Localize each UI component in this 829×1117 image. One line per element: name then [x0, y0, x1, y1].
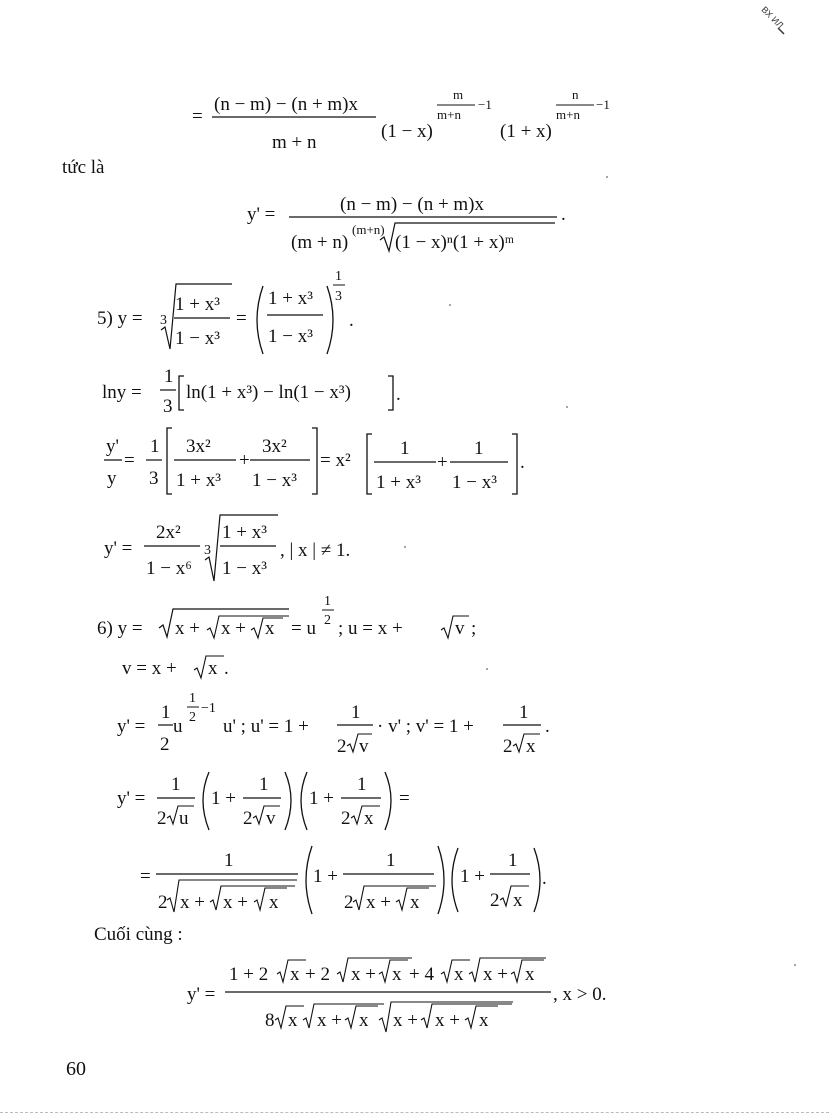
corner-scan-mark	[748, 0, 788, 40]
f1-exp2-den: m+n	[556, 107, 580, 122]
f7-rad-b: x +	[221, 618, 246, 639]
f5-coef-num: 1	[150, 436, 160, 457]
scan-speck	[606, 176, 608, 178]
f9-g-den-rad: x	[526, 736, 536, 757]
f5-plus: +	[239, 450, 250, 471]
formula-8	[120, 648, 280, 688]
f2-root-index: (m+n)	[352, 222, 385, 237]
f10-b-num: 1	[259, 774, 269, 795]
f12-den-r3a: x +	[393, 1010, 418, 1031]
f11-a-rad-2: x +	[223, 892, 248, 913]
f6-r-den: 1 − x³	[222, 558, 267, 579]
f5-u1-den: 1 + x³	[376, 472, 421, 493]
label-tuc-la: tức là	[62, 157, 105, 178]
f9-c-num: 1	[161, 702, 171, 723]
f2-tail: .	[561, 204, 566, 225]
f1-prefix: =	[192, 106, 203, 127]
f12-den-r3b: x +	[435, 1010, 460, 1031]
f11-a-rad-1: x +	[180, 892, 205, 913]
f12-num-1: 1 + 2	[229, 964, 269, 985]
f4-coef-den: 3	[163, 396, 173, 417]
formula-10	[115, 762, 435, 834]
f5-t2-den: 1 − x³	[252, 470, 297, 491]
formula-11	[138, 840, 558, 920]
f5-u1-num: 1	[400, 438, 410, 459]
f7-rad-c: x	[265, 618, 275, 639]
f4-coef-num: 1	[164, 366, 174, 387]
f5-lhs-den: y	[107, 468, 117, 489]
f7-lead: 6) y =	[97, 618, 143, 639]
f7-rad-a: x +	[175, 618, 200, 639]
f12-num-r2b: x	[392, 964, 402, 985]
f12-den-r2b: x	[359, 1010, 369, 1031]
formula-4	[102, 364, 422, 424]
label-cuoi-cung: Cuối cùng :	[94, 924, 183, 945]
f3-exp-num: 1	[335, 269, 342, 284]
f6-num: 2x²	[156, 522, 181, 543]
f9-lhs: y' =	[117, 716, 146, 737]
f7-exp-num: 1	[324, 594, 331, 609]
f12-num-r4a: x +	[483, 964, 508, 985]
f6-root-index: 3	[204, 543, 211, 558]
f9-g-num: 1	[519, 702, 529, 723]
scan-speck	[404, 546, 406, 548]
f10-a-den-coef: 2	[157, 808, 167, 829]
f9-f-den-coef: 2	[337, 736, 347, 757]
f12-lhs: y' =	[187, 984, 216, 1005]
f11-b-num: 1	[386, 850, 396, 871]
f1-exp2-num: n	[572, 87, 579, 102]
f1-base2: (1 + x)	[500, 121, 552, 142]
f1-exp2-tail: −1	[596, 97, 610, 112]
f10-one-a: 1 +	[211, 788, 236, 809]
f5-t2-num: 3x²	[262, 436, 287, 457]
f10-lhs: y' =	[117, 788, 146, 809]
f10-a-den-rad: u	[179, 808, 189, 829]
f9-u: u	[173, 716, 183, 737]
f4-body: ln(1 + x³) − ln(1 − x³)	[186, 382, 351, 403]
svg-text:+: +	[437, 452, 448, 473]
f9-g-den-coef: 2	[503, 736, 513, 757]
f3-num2: 1 + x³	[268, 288, 313, 309]
f3-exp-den: 3	[335, 289, 342, 304]
f3-root-index: 3	[160, 313, 167, 328]
f9-exp-tail: −1	[201, 701, 216, 716]
f12-num-r1: x	[290, 964, 300, 985]
f11-lhs: =	[140, 866, 151, 887]
f12-num-3: + 4	[409, 964, 434, 985]
f12-den-r2a: x +	[317, 1010, 342, 1031]
f11-b-rad-1: x +	[366, 892, 391, 913]
f5-tail: .	[520, 452, 525, 473]
f3-eq: =	[236, 308, 247, 329]
bottom-scan-edge	[0, 1112, 829, 1114]
f11-one-b: 1 +	[460, 866, 485, 887]
f10-c-den-coef: 2	[341, 808, 351, 829]
f10-tail: =	[399, 788, 410, 809]
f12-num-2: + 2	[305, 964, 330, 985]
f7-semi: ; u = x +	[338, 618, 403, 639]
f5-t1-num: 3x²	[186, 436, 211, 457]
f2-lhs: y' =	[247, 204, 276, 225]
f10-c-num: 1	[357, 774, 367, 795]
scan-speck	[449, 304, 451, 306]
formula-2	[245, 190, 585, 260]
corner-mark-text: ВХ ИЛ	[759, 4, 786, 31]
f11-a-rad-3: x	[269, 892, 279, 913]
f9-mid: u' ; u' = 1 +	[223, 716, 309, 737]
f12-den-r1: x	[288, 1010, 298, 1031]
f1-denominator: m + n	[272, 132, 317, 153]
f6-lhs: y' =	[104, 538, 133, 559]
f12-den-1: 8	[265, 1010, 275, 1031]
f12-num-r3: x	[454, 964, 464, 985]
f7-rad-v: v	[455, 618, 465, 639]
f12-den-r3c: x	[479, 1010, 489, 1031]
f11-c-den-coef: 2	[490, 890, 500, 911]
svg-text:=: =	[124, 450, 135, 471]
f5-u2-den: 1 − x³	[452, 472, 497, 493]
f3-lead: 5) y =	[97, 308, 143, 329]
f3-den: 1 − x³	[175, 328, 220, 349]
f7-tail: ;	[471, 618, 477, 639]
formula-7	[95, 590, 495, 650]
f5-coef-den: 3	[149, 468, 159, 489]
f5-t1-den: 1 + x³	[176, 470, 221, 491]
f3-den2: 1 − x³	[268, 326, 313, 347]
f9-f-den-rad: v	[359, 736, 369, 757]
f3-tail: .	[349, 310, 354, 331]
f8-tail: .	[224, 658, 229, 679]
f9-mid2: · v' ; v' = 1 +	[377, 716, 474, 737]
f5-lhs-num: y'	[106, 436, 119, 457]
f8-rad: x	[208, 658, 218, 679]
f2-numerator: (n − m) − (n + m)x	[340, 194, 485, 215]
f12-cond: , x > 0.	[553, 984, 607, 1005]
scan-speck	[566, 406, 568, 408]
f9-exp-num: 1	[189, 691, 196, 706]
f4-tail: .	[396, 384, 401, 405]
f5-eq: = x²	[320, 450, 351, 471]
f12-num-r4b: x	[525, 964, 535, 985]
f1-numerator: (n − m) − (n + m)x	[214, 94, 359, 115]
f11-tail: .	[542, 868, 547, 889]
f10-c-den-rad: x	[364, 808, 374, 829]
f6-den: 1 − x⁶	[146, 558, 192, 579]
f10-b-den-coef: 2	[243, 808, 253, 829]
f6-cond: , | x | ≠ 1.	[280, 540, 351, 561]
f9-c-den: 2	[160, 734, 170, 755]
f4-lhs: lny =	[102, 382, 142, 403]
scan-speck	[486, 668, 488, 670]
f11-b-rad-2: x	[410, 892, 420, 913]
f10-b-den-rad: v	[266, 808, 276, 829]
f9-tail: .	[545, 716, 550, 737]
f3-num: 1 + x³	[175, 294, 220, 315]
f2-den-left: (m + n)	[291, 232, 349, 253]
f7-eq: = u	[291, 618, 316, 639]
f11-a-num: 1	[224, 850, 234, 871]
page-number: 60	[66, 1058, 86, 1080]
f5-u2-num: 1	[474, 438, 484, 459]
f1-exp1-tail: −1	[478, 97, 492, 112]
f7-exp-den: 2	[324, 613, 331, 628]
f8-text: v = x +	[122, 658, 177, 679]
f11-a-den-coef: 2	[158, 892, 168, 913]
f1-exp1-num: m	[453, 87, 464, 102]
f11-c-rad: x	[513, 890, 523, 911]
f10-one-b: 1 +	[309, 788, 334, 809]
f11-b-den-coef: 2	[344, 892, 354, 913]
formula-1	[190, 86, 630, 156]
f9-exp-den: 2	[189, 710, 196, 725]
f11-c-num: 1	[508, 850, 518, 871]
f6-r-num: 1 + x³	[222, 522, 267, 543]
formula-12	[185, 950, 635, 1040]
f11-one-a: 1 +	[313, 866, 338, 887]
f9-f-num: 1	[351, 702, 361, 723]
f1-base1: (1 − x)	[381, 121, 433, 142]
f10-a-num: 1	[171, 774, 181, 795]
scan-speck	[794, 964, 796, 966]
formula-5	[102, 424, 542, 504]
f2-radicand: (1 − x)ⁿ(1 + x)ᵐ	[395, 232, 515, 253]
formula-9	[115, 688, 565, 760]
f1-exp1-den: m+n	[437, 107, 461, 122]
formula-6	[104, 508, 404, 588]
formula-3	[95, 266, 375, 360]
f12-num-r2a: x +	[351, 964, 376, 985]
